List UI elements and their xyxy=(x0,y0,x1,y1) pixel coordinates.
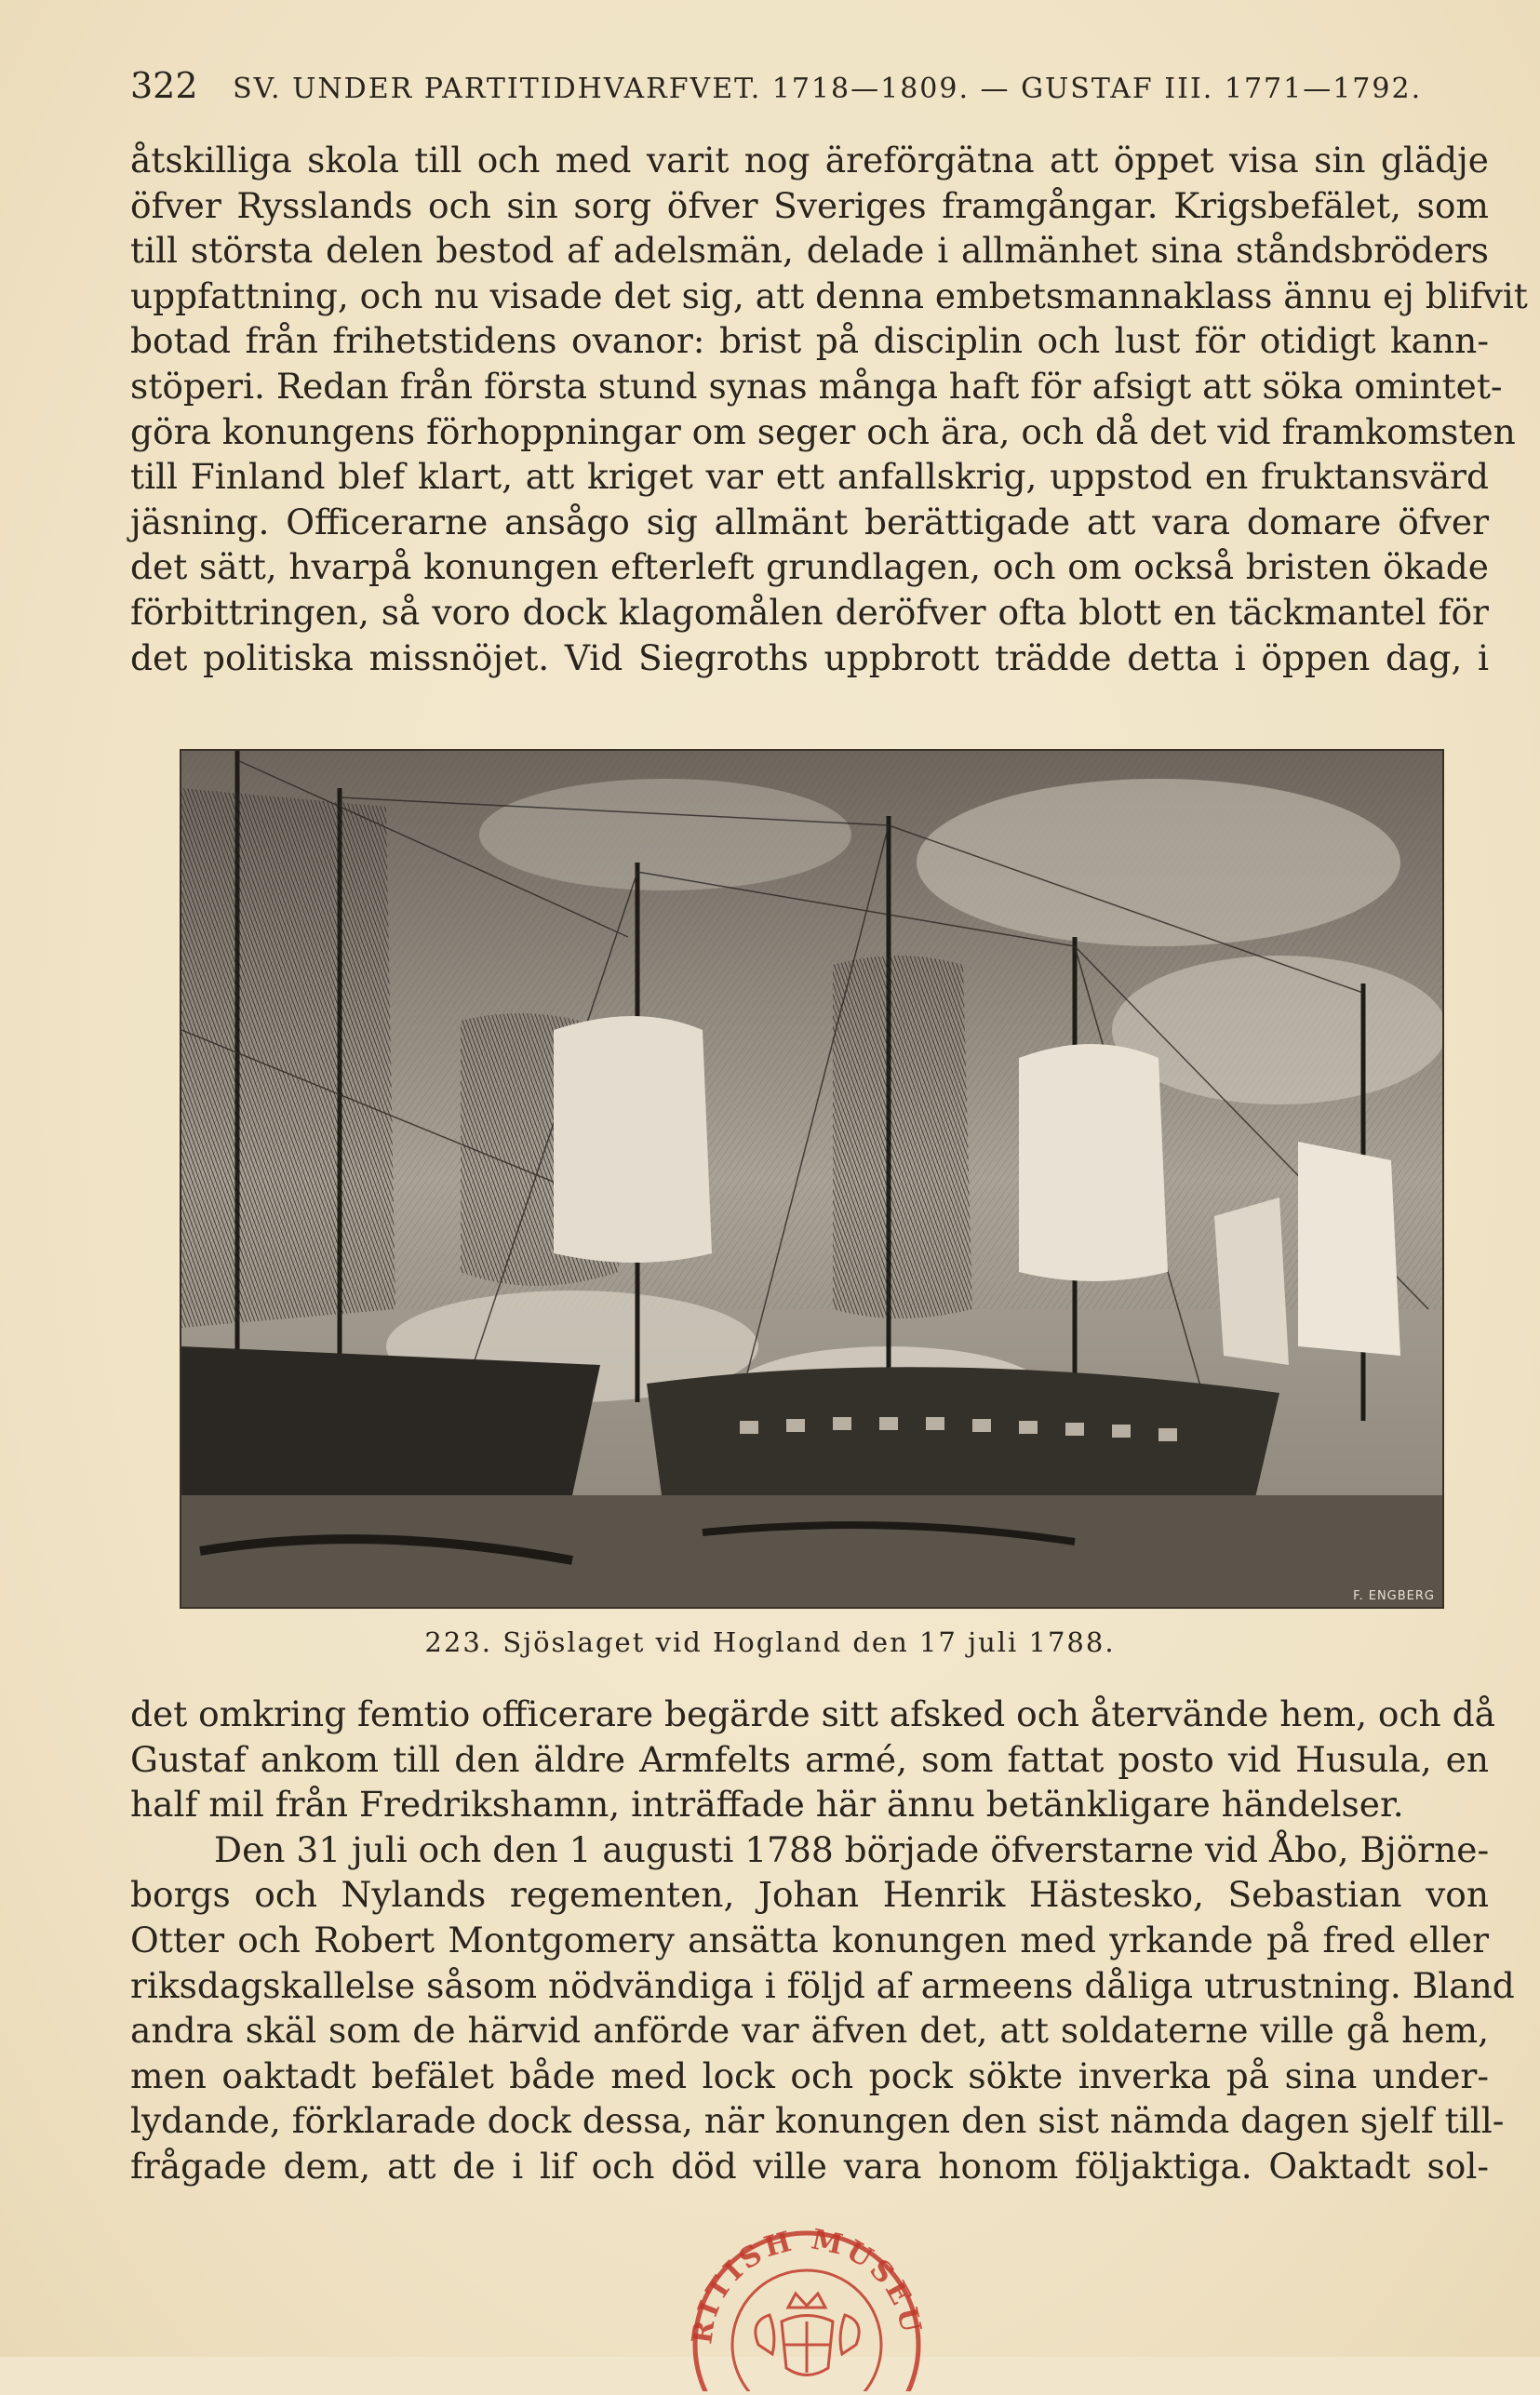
page-number: 322 xyxy=(130,65,198,106)
text-line: borgs och Nylands regementen, Johan Henrik Hästesko, Sebastian von xyxy=(130,1874,1489,1916)
engraving-illustration xyxy=(181,751,1442,1607)
text-line: andra skäl som de härvid anförde var äfven det, att soldaterne ville gå hem, xyxy=(130,2010,1489,2052)
text-line: Den 31 juli och den 1 augusti 1788 började öfverstarne vid Åbo, Björne- xyxy=(214,1828,1490,1870)
text-line: stöperi. Redan från första stund synas många haft för afsigt att söka omintet- xyxy=(130,365,1503,407)
running-header xyxy=(130,65,1433,106)
text-line: uppfattning, och nu visade det sig, att denna embetsmannaklass ännu ej blifvit xyxy=(130,274,1528,316)
text-line: botad från frihetstidens ovanor: brist på disciplin och lust för otidigt kann- xyxy=(130,320,1489,362)
stamp-seal-icon xyxy=(684,2205,931,2391)
text-block-bottom xyxy=(130,1692,1515,2189)
text-line: förbittringen, så voro dock klagomålen deröfver ofta blott en täckmantel för xyxy=(130,591,1489,633)
text-line: det politiska missnöjet. Vid Siegroths uppbrott trädde detta i öppen dag, i xyxy=(130,636,1489,678)
paragraph xyxy=(130,1692,1495,1827)
text-line: riksdagskallelse såsom nödvändiga i följd af armeens dåliga utrustning. Bland xyxy=(130,1964,1515,2006)
engraving-naval-battle xyxy=(180,749,1444,1609)
text-line: lydande, förklarade dock dessa, när konungen den sist nämda dagen sjelf till- xyxy=(130,2100,1505,2142)
text-line: men oaktadt befälet både med lock och pock sökte inverka på sina under- xyxy=(130,2054,1489,2096)
text-line: det omkring femtio officerare begärde sitt afsked och återvände hem, och då xyxy=(130,1693,1495,1734)
text-line: till största delen bestod af adelsmän, delade i allmänhet sina ståndsbröders xyxy=(130,230,1489,272)
text-block-top xyxy=(130,138,1528,680)
text-line: half mil från Fredrikshamn, inträffade här ännu betänkligare händelser. xyxy=(130,1784,1404,1826)
british-museum-stamp xyxy=(684,2205,931,2391)
text-line: jäsning. Officerarne ansågo sig allmänt berättigade att vara domare öfver xyxy=(130,501,1489,542)
stamp-text: RITISH MUSEU xyxy=(686,2223,929,2347)
text-line: göra konungens förhoppningar om seger och ära, och då det vid framkomsten xyxy=(130,410,1516,452)
text-line: öfver Rysslands och sin sorg öfver Sveriges framgångar. Krigsbefälet, som xyxy=(130,184,1489,226)
text-line: det sätt, hvarpå konungen efterleft grundlagen, och om också bristen ökade xyxy=(130,546,1489,588)
paragraph xyxy=(130,1827,1515,2189)
text-line: åtskilliga skola till och med varit nog äreförgätna att öppet visa sin glädje xyxy=(130,140,1489,181)
text-line: Otter och Robert Montgomery ansätta konungen med yrkande på fred eller xyxy=(130,1919,1489,1960)
text-line: till Finland blef klart, att kriget var ett anfallskrig, uppstod en fruktansvärd xyxy=(130,456,1489,498)
engraver-signature: F. ENGBERG xyxy=(1353,1589,1435,1603)
running-title: SV. UNDER PARTITIDHVARFVET. 1718—1809. — GUSTAF III. 1771—1792. xyxy=(233,73,1423,105)
figure-caption: 223. Sjöslaget vid Hogland den 17 juli 1788. xyxy=(424,1626,1116,1658)
paragraph xyxy=(130,138,1528,680)
text-line: frågade dem, att de i lif och död ville vara honom följaktiga. Oaktadt sol- xyxy=(130,2145,1489,2187)
text-line: Gustaf ankom till den äldre Armfelts armé, som fattat posto vid Husula, en xyxy=(130,1738,1489,1780)
